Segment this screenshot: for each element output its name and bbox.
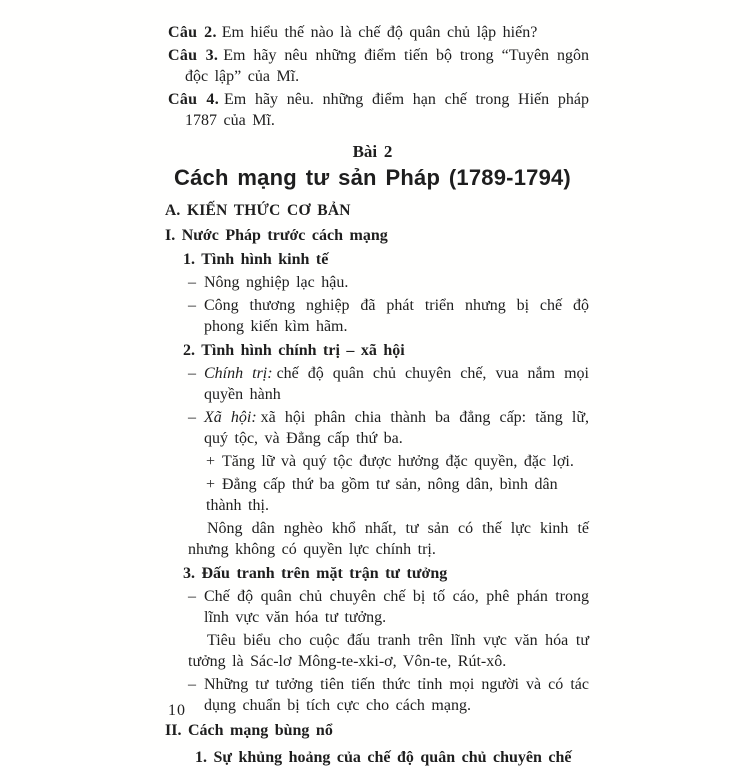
dash-mark: –: [188, 676, 196, 693]
page-number: 10: [168, 702, 186, 719]
dash-lead-italic: Chính trị:: [204, 365, 273, 382]
dash-item: [168, 674, 589, 716]
dash-item: [168, 407, 589, 449]
question-item: [168, 45, 589, 87]
dash-text: Nông nghiệp lạc hậu.: [204, 274, 349, 291]
question-item: [168, 22, 589, 43]
plus-mark: +: [206, 476, 216, 493]
subheading-4: 1. Sự khủng hoảng của chế độ quân chủ chuyên chế: [195, 749, 572, 766]
dash-mark: –: [188, 297, 196, 314]
lesson-title: Cách mạng tư sản Pháp (1789-1794): [174, 165, 571, 190]
subheading-3: 3. Đấu tranh trên mặt trận tư tưởng: [183, 565, 448, 582]
dash-lead-italic: Xã hội:: [204, 409, 257, 426]
plus-text: Đẳng cấp thứ ba gồm tư sản, nông dân, bình dân thành thị.: [206, 476, 558, 514]
question-text: Em hiểu thế nào là chế độ quân chủ lập hiến?: [221, 24, 538, 41]
plus-item: [168, 474, 589, 516]
dash-mark: –: [188, 588, 196, 605]
plus-item: [168, 451, 589, 472]
paragraph: Nông dân nghèo khổ nhất, tư sản có thế lực kinh tế nhưng không có quyền lực chính trị.: [188, 520, 589, 558]
dash-item: [168, 586, 589, 628]
dash-text: chế độ quân chủ chuyên chế, vua nắm mọi quyền hành: [204, 365, 589, 403]
dash-mark: –: [188, 409, 196, 426]
dash-text: xã hội phân chia thành ba đẳng cấp: tăng lữ, quý tộc, và Đẳng cấp thứ ba.: [204, 409, 589, 447]
heading-roman-1: I. Nước Pháp trước cách mạng: [165, 227, 388, 244]
question-label: Câu 3.: [168, 47, 219, 64]
dash-item: [168, 295, 589, 337]
dash-text: Những tư tưởng tiên tiến thức tỉnh mọi người và có tác dụng chuẩn bị tích cực cho cách mạng.: [204, 676, 589, 714]
question-text: Em hãy nêu những điểm tiến bộ trong “Tuyên ngôn độc lập” của Mĩ.: [185, 47, 589, 85]
dash-text: Công thương nghiệp đã phát triển nhưng bị chế độ phong kiến kìm hãm.: [204, 297, 589, 335]
question-label: Câu 4.: [168, 91, 219, 108]
dash-item: [168, 363, 589, 405]
question-text: Em hãy nêu. những điểm hạn chế trong Hiến pháp 1787 của Mĩ.: [185, 91, 589, 129]
dash-mark: –: [188, 365, 196, 382]
plus-mark: +: [206, 453, 216, 470]
dash-item: [168, 272, 589, 293]
lesson-number: Bài 2: [352, 142, 393, 161]
dash-text: Chế độ quân chủ chuyên chế bị tố cáo, phê phán trong lĩnh vực văn hóa tư tưởng.: [204, 588, 589, 626]
question-label: Câu 2.: [168, 24, 217, 41]
subheading-2: 2. Tình hình chính trị – xã hội: [183, 342, 405, 359]
text-column: [165, 22, 589, 770]
plus-text: Tăng lữ và quý tộc được hưởng đặc quyền, đặc lợi.: [222, 453, 574, 470]
subheading-1: 1. Tình hình kinh tế: [183, 251, 329, 268]
section-heading-a: A. KIẾN THỨC CƠ BẢN: [165, 202, 351, 219]
dash-mark: –: [188, 274, 196, 291]
paragraph: Tiêu biểu cho cuộc đấu tranh trên lĩnh vực văn hóa tư tưởng là Sác-lơ Mông-te-xki-ơ, Vôn-te, Rút-xô.: [188, 632, 589, 670]
heading-roman-2: II. Cách mạng bùng nổ: [165, 722, 333, 739]
question-item: [168, 89, 589, 131]
